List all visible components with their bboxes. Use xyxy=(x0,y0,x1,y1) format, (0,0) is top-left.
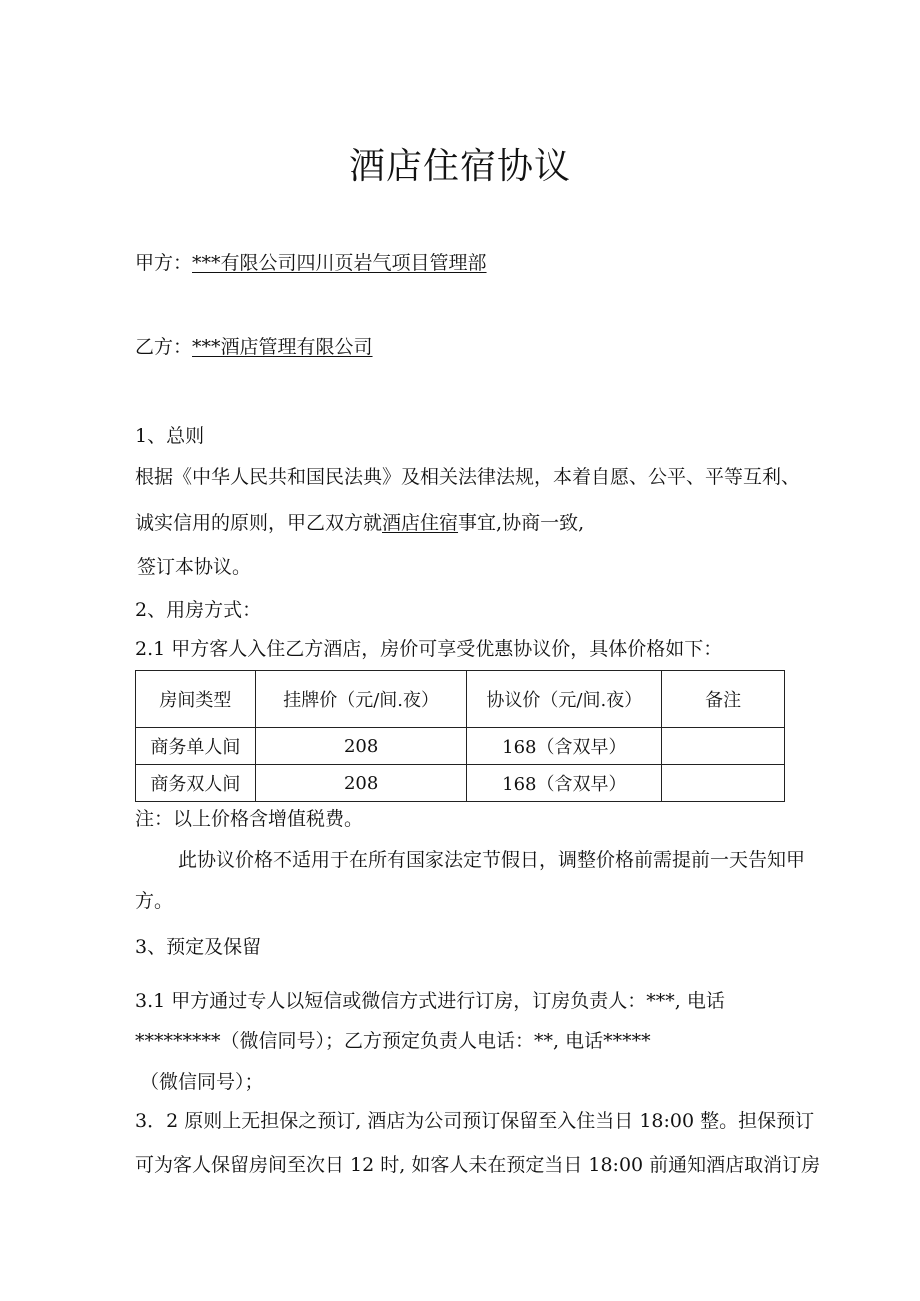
section-3-2-line-1: 3．2 原则上无担保之预订, 酒店为公司预订保留至入住当日 18:00 整。担保预订 xyxy=(135,1110,815,1132)
table-header-row xyxy=(136,671,785,728)
party-a xyxy=(135,248,487,275)
section-1-paragraph-line-1: 根据《中华人民共和国民法典》及相关法律法规，本着自愿、公平、平等互利、 xyxy=(135,466,801,488)
holiday-clause-line-1: 此协议价格不适用于在所有国家法定节假日，调整价格前需提前一天告知甲 xyxy=(178,849,806,871)
section-3-1-line-3: （微信同号）； xyxy=(140,1071,264,1093)
cell-remarks xyxy=(662,728,785,765)
holiday-clause-line-2: 方。 xyxy=(135,890,174,912)
cell-list-price: 208 xyxy=(255,765,467,802)
cell-remarks xyxy=(662,765,785,802)
party-b-name: ***酒店管理有限公司 xyxy=(192,336,373,358)
header-room-type: 房间类型 xyxy=(136,671,256,728)
price-table xyxy=(135,670,785,802)
cell-agreement-price: 168（含双早） xyxy=(467,765,662,802)
section-1-paragraph-line-2 xyxy=(135,508,584,535)
party-b-label: 乙方： xyxy=(135,336,193,358)
sec1-text-pre: 诚实信用的原则，甲乙双方就 xyxy=(135,512,383,534)
section-1-heading: 1、总则 xyxy=(135,425,205,447)
cell-room-type: 商务单人间 xyxy=(136,728,256,765)
section-2-heading: 2、用房方式： xyxy=(135,599,262,621)
section-2-1: 2.1 甲方客人入住乙方酒店，房价可享受优惠协议价，具体价格如下： xyxy=(135,638,723,660)
table-row xyxy=(136,728,785,765)
document-title: 酒店住宿协议 xyxy=(348,146,571,187)
header-remarks: 备注 xyxy=(662,671,785,728)
section-3-2-line-2: 可为客人保留房间至次日 12 时, 如客人未在预定当日 18:00 前通知酒店取消订房 xyxy=(135,1154,821,1176)
party-a-label: 甲方： xyxy=(135,252,193,274)
header-list-price: 挂牌价（元/间.夜） xyxy=(255,671,467,728)
tax-note: 注：以上价格含增值税费。 xyxy=(135,808,364,830)
cell-agreement-price: 168（含双早） xyxy=(467,728,662,765)
section-3-heading: 3、预定及保留 xyxy=(135,936,262,958)
section-3-1-line-1: 3.1 甲方通过专人以短信或微信方式进行订房，订房负责人：***, 电话 xyxy=(135,990,725,1012)
section-1-paragraph-line-3: 签订本协议。 xyxy=(137,556,252,578)
party-a-name: ***有限公司四川页岩气项目管理部 xyxy=(192,252,487,274)
cell-list-price: 208 xyxy=(255,728,467,765)
header-agreement-price: 协议价（元/间.夜） xyxy=(467,671,662,728)
party-b xyxy=(135,332,373,359)
section-3-1-line-2: *********（微信同号）；乙方预定负责人电话：**, 电话***** xyxy=(135,1030,651,1052)
sec1-text-underlined: 酒店住宿 xyxy=(382,512,459,534)
table-row xyxy=(136,765,785,802)
sec1-text-post: 事宜,协商一致, xyxy=(458,512,585,534)
cell-room-type: 商务双人间 xyxy=(136,765,256,802)
